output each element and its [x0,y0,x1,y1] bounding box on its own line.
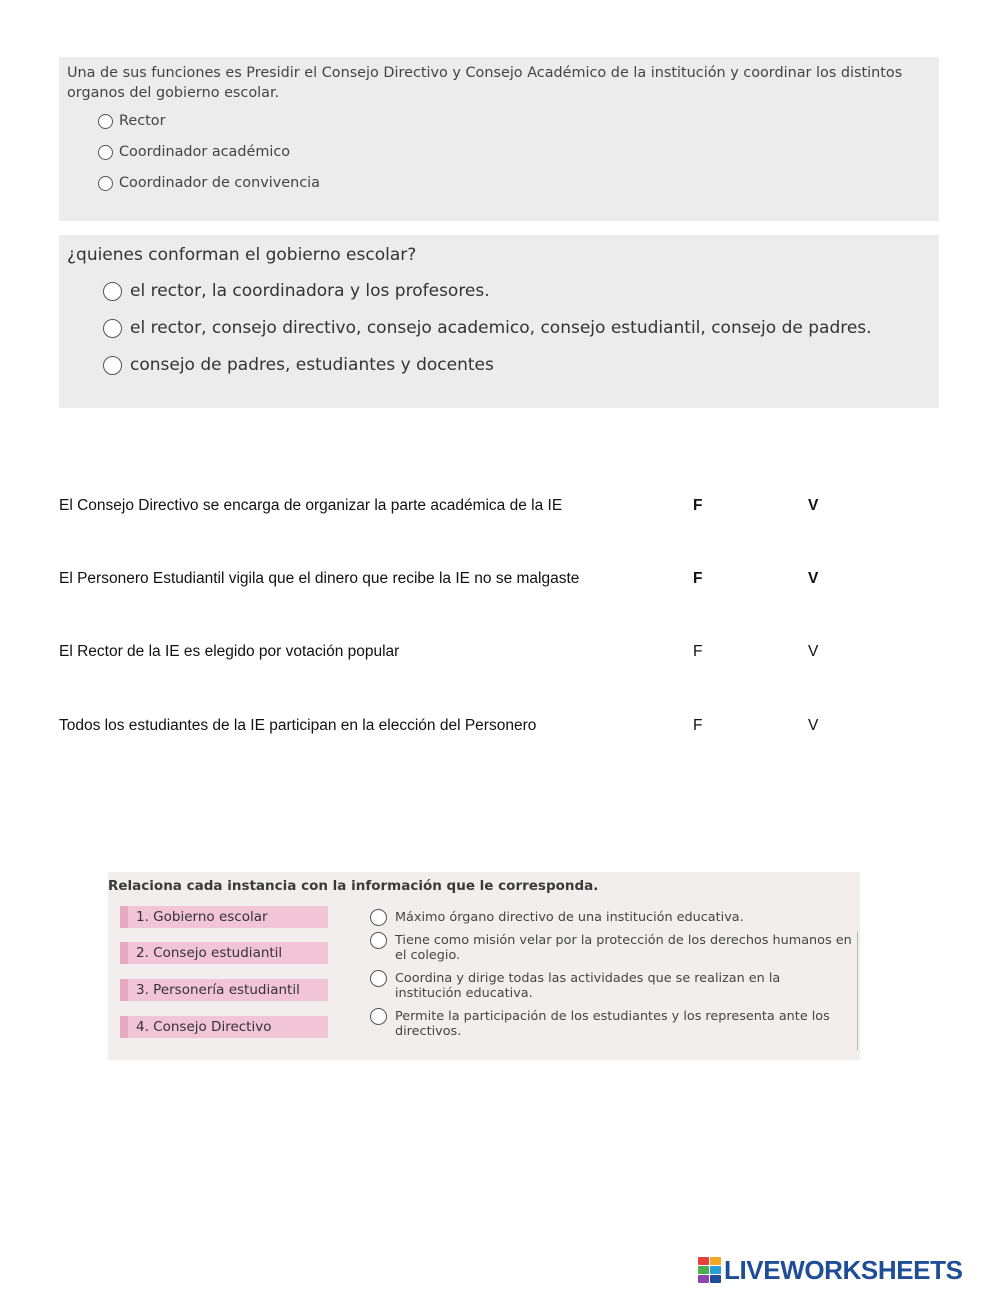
matching-item-personeria-estudiantil: 3. Personería estudiantil [120,979,328,1001]
question-1-card [59,57,939,221]
divider [857,932,858,1050]
option-label: Coordinador académico [119,144,291,160]
statement-text: El Personero Estudiantil vigila que el dinero que recibe la IE no se malgaste [59,570,580,587]
option-label: el rector, la coordinadora y los profesores. [130,281,490,301]
false-option[interactable]: F [693,717,703,734]
true-option[interactable]: V [808,643,819,660]
matching-item-gobierno-escolar: 1. Gobierno escolar [120,906,328,928]
question-1-option-coordinador-convivencia[interactable] [98,175,320,191]
question-2-text: ¿quienes conforman el gobierno escolar? [67,245,417,265]
description-text: Permite la participación de los estudiantes y los representa ante los directivos. [395,1009,830,1039]
matching-exercise [108,872,860,1060]
statement-text: El Consejo Directivo se encarga de organizar la parte académica de la IE [59,497,563,514]
radio-button[interactable] [103,282,122,301]
question-1-option-coordinador-academico[interactable] [98,144,290,160]
radio-button[interactable] [370,970,387,987]
true-false-row [59,643,859,667]
question-1-option-rector[interactable] [98,113,165,129]
matching-description[interactable] [370,910,860,926]
matching-item-consejo-directivo: 4. Consejo Directivo [120,1016,328,1038]
brand-name: LIVEWORKSHEETS [724,1254,963,1285]
liveworksheets-logo-icon [698,1257,721,1283]
matching-title: Relaciona cada instancia con la información que le corresponda. [108,878,599,894]
true-option[interactable]: V [808,570,819,587]
question-2-option-2[interactable] [103,318,872,338]
true-false-row [59,570,859,594]
false-option[interactable]: F [693,497,703,514]
option-label: Coordinador de convivencia [119,175,320,191]
false-option[interactable]: F [693,570,703,587]
statement-text: Todos los estudiantes de la IE participan en la elección del Personero [59,717,537,734]
matching-item-consejo-estudiantil: 2. Consejo estudiantil [120,942,328,964]
matching-description[interactable] [370,1009,860,1039]
option-label: Rector [119,113,166,129]
question-2-card [59,235,939,408]
radio-button[interactable] [98,114,113,129]
radio-button[interactable] [370,909,387,926]
description-text: Coordina y dirige todas las actividades que se realizan en la institución educativa. [395,971,781,1001]
radio-button[interactable] [370,932,387,949]
radio-button[interactable] [103,356,122,375]
question-1-text: Una de sus funciones es Presidir el Consejo Directivo y Consejo Académico de la institución y coordinar los distintos organos del gobierno escolar. [67,65,903,101]
true-option[interactable]: V [808,717,819,734]
false-option[interactable]: F [693,643,703,660]
matching-description[interactable] [370,971,860,1001]
description-text: Máximo órgano directivo de una institución educativa. [395,910,744,925]
radio-button[interactable] [98,176,113,191]
radio-button[interactable] [370,1008,387,1025]
statement-text: El Rector de la IE es elegido por votación popular [59,643,400,660]
option-label: el rector, consejo directivo, consejo academico, consejo estudiantil, consejo de padres. [130,318,872,338]
true-false-row [59,497,859,521]
question-2-option-1[interactable] [103,281,490,301]
matching-description[interactable] [370,933,860,963]
true-option[interactable]: V [808,497,819,514]
liveworksheets-brand [698,1254,963,1285]
true-false-row [59,717,859,741]
radio-button[interactable] [103,319,122,338]
radio-button[interactable] [98,145,113,160]
option-label: consejo de padres, estudiantes y docentes [130,355,494,375]
question-2-option-3[interactable] [103,355,494,375]
description-text: Tiene como misión velar por la protección de los derechos humanos en el colegio. [395,933,852,963]
